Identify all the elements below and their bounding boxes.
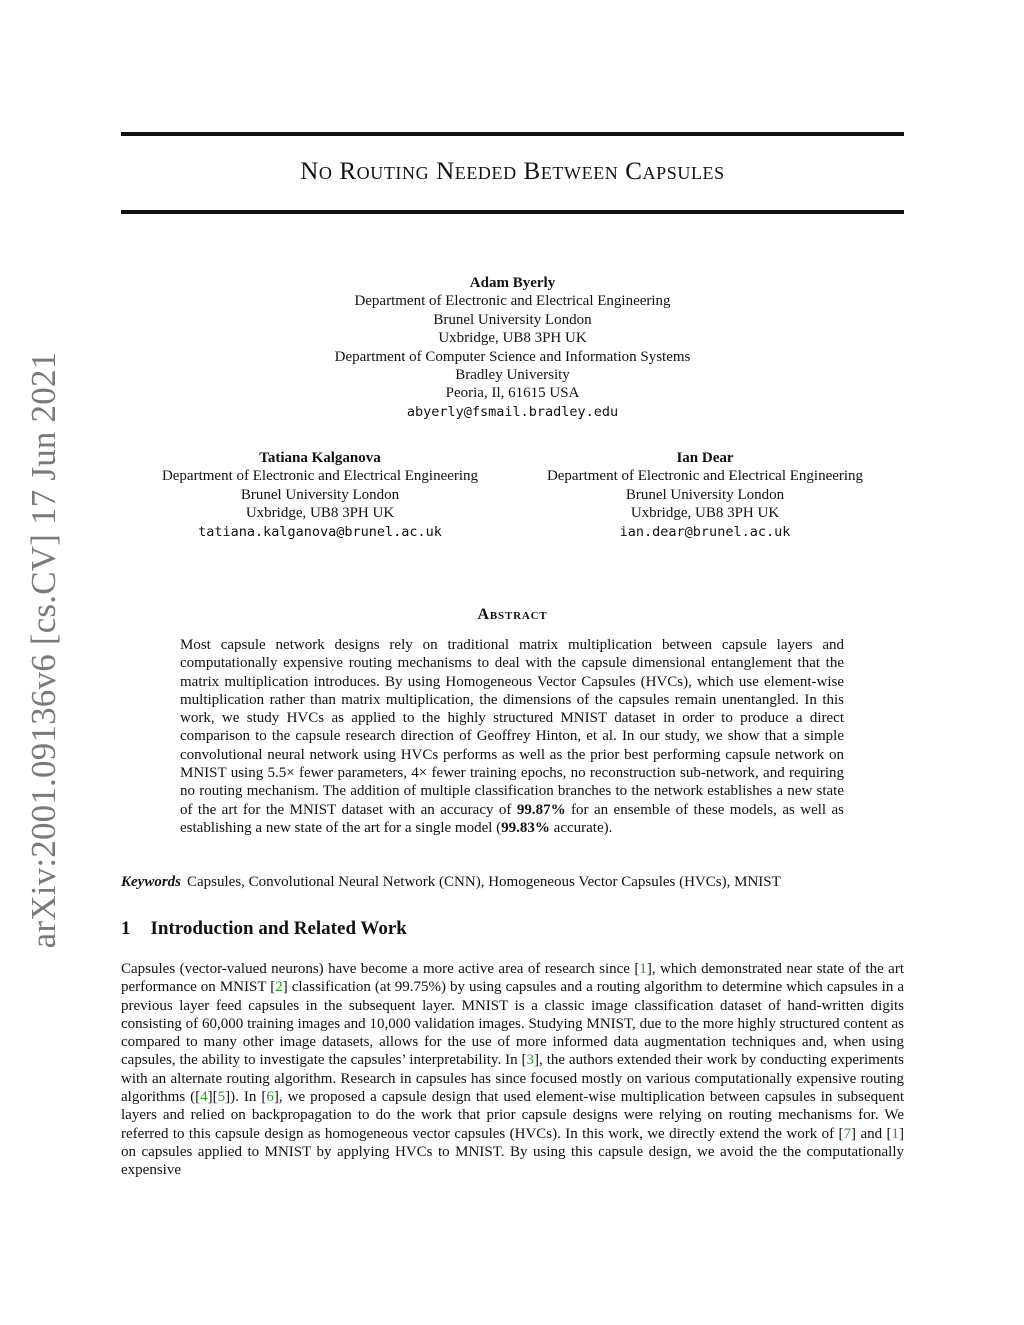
author-affiliation-line: Uxbridge, UB8 3PH UK xyxy=(438,330,587,347)
citation-link[interactable]: 6 xyxy=(266,1089,274,1106)
intro-paragraph xyxy=(121,960,904,1180)
author-name: Tatiana Kalganova xyxy=(259,450,381,466)
author-block-3 xyxy=(505,449,905,541)
author-affiliation-line: Peoria, Il, 61615 USA xyxy=(445,385,580,402)
abstract-heading: Abstract xyxy=(477,606,548,623)
abstract-body xyxy=(180,636,844,837)
citation-link[interactable]: 2 xyxy=(275,979,283,996)
author-name: Adam Byerly xyxy=(469,275,556,291)
title-rule-bottom xyxy=(121,210,904,214)
author-block-1 xyxy=(121,274,904,421)
body-text: ], which demonstrated near state of the art performance on MNIST [ xyxy=(121,961,904,996)
body-text: ], the authors extended their work by conducting experiments with an alternate routing algorithm. Research in capsules has since focused mostly on various computationally expensive routing algorithms ([ xyxy=(121,1052,904,1106)
author-email[interactable]: ian.dear@brunel.ac.uk xyxy=(619,523,791,540)
author-name: Ian Dear xyxy=(676,450,734,466)
abstract-text: for an ensemble of these models, as well as establishing a new state of the art for a single model ( xyxy=(180,801,844,836)
citation-link[interactable]: 3 xyxy=(526,1052,535,1069)
title-rule-top xyxy=(121,132,904,136)
author-email[interactable]: tatiana.kalganova@brunel.ac.uk xyxy=(198,523,442,540)
citation-link[interactable]: 1 xyxy=(639,961,647,977)
author-affiliation-line: Brunel University London xyxy=(625,486,785,503)
author-affiliation-line: Uxbridge, UB8 3PH UK xyxy=(245,505,395,522)
citation-link[interactable]: 1 xyxy=(891,1125,899,1142)
body-text: Capsules (vector-valued neurons) have become a more active area of research since [ xyxy=(121,961,640,977)
author-affiliation-line: Brunel University London xyxy=(240,486,400,503)
abstract-text: accurate). xyxy=(549,819,613,836)
body-text: ] classification (at 99.75%) by using capsules and a routing algorithm to determine which capsules in a previous layer feed capsules in the subsequent layer. MNIST is a classic image classification dataset of hand-written digits consisting of 60,000 training images and 10,000 validation images. Studying MNIST, due to the more highly structured content as compared to many other image datasets, allows for the use of more informed data augmentation techniques and, when using capsules, the ability to investigate the capsules’ interpretability. In [ xyxy=(121,979,904,1069)
section-title: Introduction and Related Work xyxy=(150,918,407,939)
author-affiliation-line: Department of Computer Science and Information Systems xyxy=(334,348,691,365)
author-affiliation-line: Department of Electronic and Electrical Engineering xyxy=(546,468,864,485)
author-affiliation-line: Department of Electronic and Electrical Engineering xyxy=(354,293,671,310)
keywords-line xyxy=(121,874,904,891)
keywords-text: Capsules, Convolutional Neural Network (CNN), Homogeneous Vector Capsules (HVCs), MNIST xyxy=(187,874,781,890)
author-affiliation-line: Brunel University London xyxy=(433,311,592,328)
body-text: ][ xyxy=(207,1089,218,1106)
keywords-label: Keywords xyxy=(121,874,181,890)
section-heading xyxy=(121,918,407,940)
body-text: ], we proposed a capsule design that used element-wise multiplication between capsules in subsequent layers and relied on backpropagation to do the work that prior capsule designs were relying on routing mechanisms for. We referred to this capsule design as homogeneous vector capsules (HVCs). In this work, we directly extend the work of [ xyxy=(121,1089,905,1142)
author-affiliation-line: Bradley University xyxy=(455,367,570,384)
arxiv-stamp: arXiv:2001.09136v6 [cs.CV] 17 Jun 2021 xyxy=(24,351,63,949)
body-text: ] on capsules applied to MNIST by applying HVCs to MNIST. By using this capsule design, we avoid the the computationally expensive xyxy=(121,1125,904,1179)
abstract-bold-value: 99.87% xyxy=(516,801,566,818)
citation-link[interactable]: 5 xyxy=(217,1089,226,1106)
body-text: ]). In [ xyxy=(225,1089,267,1106)
body-text: ] and [ xyxy=(851,1125,892,1142)
section-number: 1 xyxy=(121,918,131,939)
paper-title: No Routing Needed Between Capsules xyxy=(300,158,725,185)
author-block-2 xyxy=(120,449,520,541)
abstract-text: Most capsule network designs rely on traditional matrix multiplication between capsule layers and computationally expensive routing mechanisms to deal with the capsule dimensional entanglement that the matrix multiplication introduces. By using Homogeneous Vector Capsules (HVCs), which use element-wise multiplication rather than matrix multiplication, the dimensions of the capsules remain unentangled. In this work, we study HVCs as applied to the highly structured MNIST dataset in order to produce a direct comparison to the capsule research direction of Geoffrey Hinton, et al. In our study, we show that a simple convolutional neural network using HVCs performs as well as the prior best performing capsule network on MNIST using 5.5× fewer parameters, 4× fewer training epochs, no reconstruction sub-network, and requiring no routing mechanism. The addition of multiple classification branches to the network establishes a new state of the art for the MNIST dataset with an accuracy of xyxy=(180,637,844,818)
author-affiliation-line: Department of Electronic and Electrical Engineering xyxy=(161,468,479,485)
citation-link[interactable]: 4 xyxy=(200,1089,208,1106)
citation-link[interactable]: 7 xyxy=(843,1125,852,1142)
author-email[interactable]: abyerly@fsmail.bradley.edu xyxy=(406,403,619,420)
abstract-bold-value: 99.83% xyxy=(501,819,550,836)
author-affiliation-line: Uxbridge, UB8 3PH UK xyxy=(630,505,780,522)
